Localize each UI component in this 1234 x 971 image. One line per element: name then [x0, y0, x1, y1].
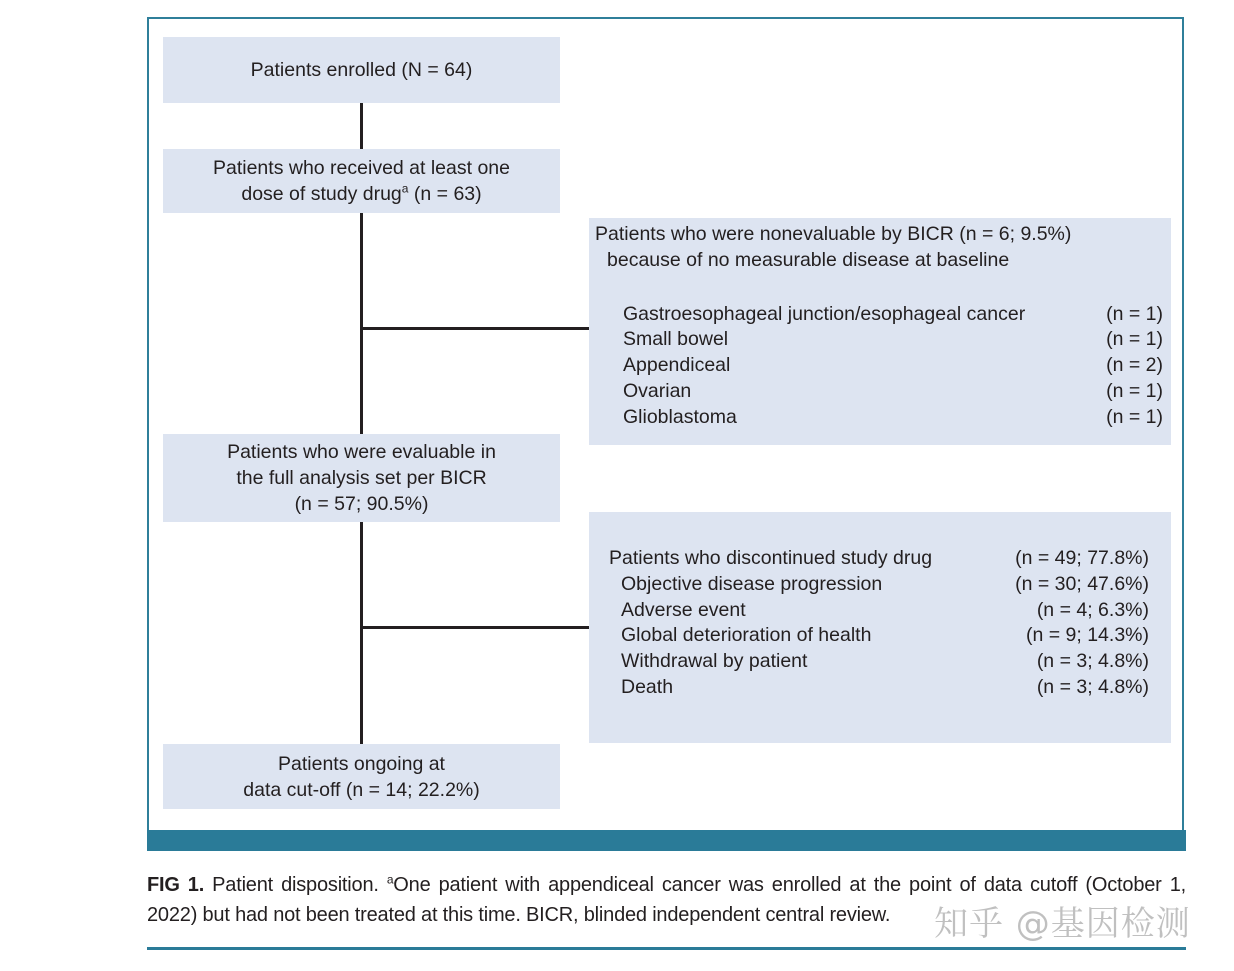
item-label: Glioblastoma — [623, 405, 737, 428]
evaluable-line3: (n = 57; 90.5%) — [294, 493, 429, 515]
item-value: (n = 3; 4.8%) — [1036, 675, 1149, 698]
nonevaluable-list — [595, 302, 1163, 431]
ongoing-line1: Patients ongoing at — [278, 752, 445, 775]
enrolled-text: Patients enrolled (N = 64) — [250, 59, 473, 81]
list-item — [621, 675, 1149, 701]
list-item — [623, 327, 1163, 353]
connector-enrolled-received — [360, 103, 363, 149]
item-label: Withdrawal by patient — [621, 650, 808, 673]
received-line2-pre: dose of study drug — [241, 183, 402, 205]
connector-evaluable-ongoing — [360, 522, 363, 744]
caption-label: FIG 1. — [147, 874, 205, 896]
ongoing-line2: data cut-off (n = 14; 22.2%) — [243, 778, 480, 801]
item-label: Small bowel — [623, 328, 729, 351]
item-label: Global deterioration of health — [621, 624, 872, 647]
list-item — [621, 572, 1149, 598]
nonevaluable-title-line2: because of no measurable disease at baseline — [607, 248, 1010, 271]
received-box — [163, 149, 560, 213]
item-value: (n = 9; 14.3%) — [1025, 624, 1149, 647]
evaluable-line1: Patients who were evaluable in — [227, 441, 496, 463]
received-line2 — [241, 181, 481, 207]
item-value: (n = 1) — [1106, 379, 1163, 402]
nonevaluable-box — [589, 218, 1171, 445]
discontinued-title — [609, 546, 1149, 572]
item-label: Ovarian — [623, 379, 692, 402]
discontinued-list — [609, 572, 1149, 701]
caption-rule — [147, 947, 1186, 950]
item-value: (n = 2) — [1106, 354, 1163, 377]
caption-text-pre: Patient disposition. — [204, 874, 387, 896]
caption-footnote-mark: a — [386, 872, 394, 887]
item-label: Gastroesophageal junction/esophageal cancer — [623, 302, 1026, 325]
enrolled-box — [163, 37, 560, 103]
branch-discontinued — [360, 626, 589, 629]
evaluable-box — [163, 434, 560, 522]
item-value: (n = 3; 4.8%) — [1036, 650, 1149, 673]
list-item — [621, 598, 1149, 624]
item-label: Death — [621, 675, 674, 698]
figure-bottom-bar — [147, 830, 1186, 851]
nonevaluable-title-line1: Patients who were nonevaluable by BICR (n = 6; 9.5%) — [595, 223, 1072, 245]
item-value: (n = 1) — [1106, 405, 1163, 428]
received-line2-post: (n = 63) — [408, 183, 482, 205]
evaluable-line2: the full analysis set per BICR — [236, 467, 487, 489]
list-item — [623, 379, 1163, 405]
discontinued-title-value: (n = 49; 77.8%) — [1015, 547, 1149, 569]
watermark: 知乎 @基因检测 — [934, 904, 1191, 944]
item-label: Appendiceal — [623, 354, 731, 377]
item-label: Objective disease progression — [621, 572, 883, 595]
spacer — [595, 274, 1163, 302]
list-item — [623, 302, 1163, 328]
item-label: Adverse event — [621, 598, 746, 621]
item-value: (n = 1) — [1106, 302, 1163, 325]
connector-received-evaluable — [360, 213, 363, 434]
discontinued-box — [589, 512, 1171, 743]
received-footnote-mark: a — [401, 181, 409, 196]
list-item — [623, 353, 1163, 379]
item-value: (n = 1) — [1106, 328, 1163, 351]
list-item — [621, 649, 1149, 675]
list-item — [623, 405, 1163, 431]
branch-nonevaluable — [360, 327, 589, 330]
item-value: (n = 30; 47.6%) — [1015, 572, 1149, 595]
item-value: (n = 4; 6.3%) — [1036, 598, 1149, 621]
ongoing-box — [163, 744, 560, 809]
received-line1: Patients who received at least one — [212, 157, 510, 179]
caption-text: One patient with appendiceal cancer was enrolled at the point of data cutoff (October 1, 2022) but had not been treated at this time. BICR, blinded independent central review. — [147, 874, 1186, 926]
list-item — [621, 623, 1149, 649]
discontinued-title-label: Patients who discontinued study drug — [609, 547, 933, 569]
